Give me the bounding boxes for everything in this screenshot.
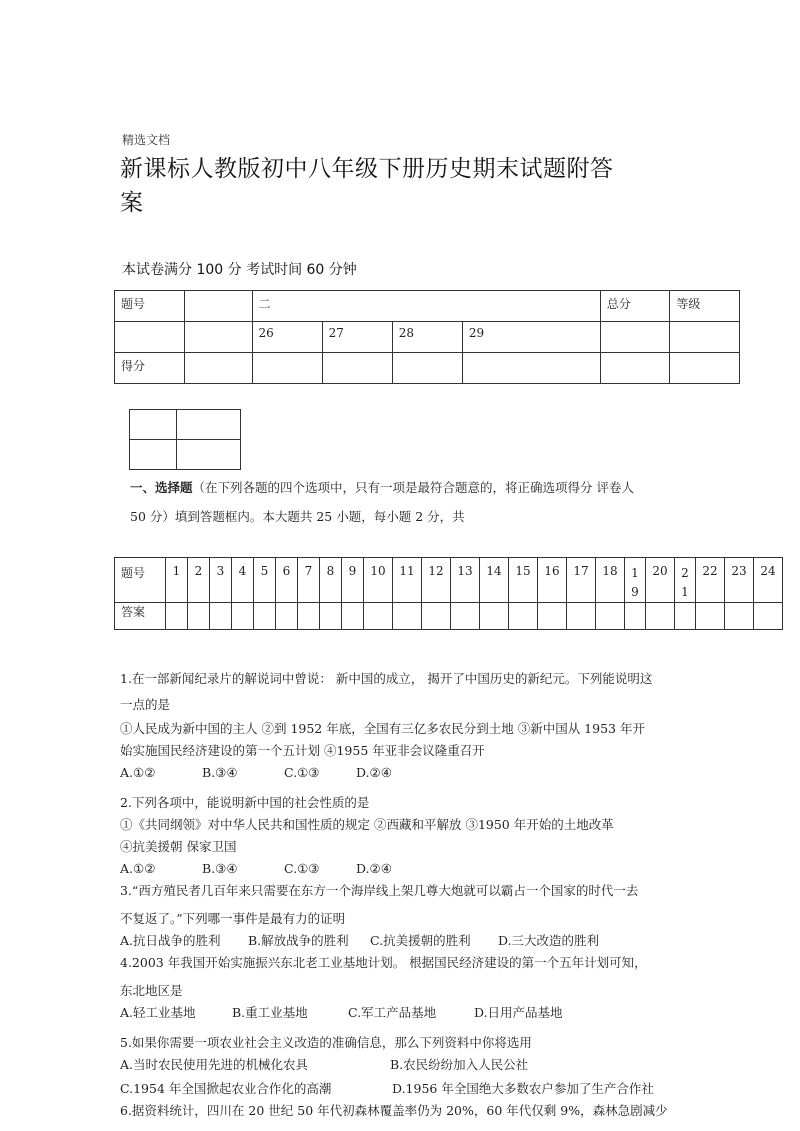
option[interactable]: C.抗美援朝的胜利 — [370, 933, 471, 948]
question-number: 4 — [232, 558, 254, 603]
question-2-line-3: ④抗美援朝 保家卫国 — [120, 839, 237, 854]
answer-cell[interactable] — [342, 603, 364, 630]
question-number: 17 — [567, 558, 596, 603]
answer-cell[interactable] — [625, 603, 646, 630]
section-instructions: （在下列各题的四个选项中，只有一项是最符合题意的，将正确选项得分 评卷人 — [192, 480, 634, 495]
answer-cell[interactable] — [298, 603, 320, 630]
score-table — [114, 290, 740, 384]
score-cell[interactable] — [322, 353, 392, 384]
question-number: 24 — [754, 558, 783, 603]
answer-cell[interactable] — [509, 603, 538, 630]
option[interactable]: D.②④ — [356, 861, 392, 876]
question-1-line-4: 始实施国民经济建设的第一个五计划 ④1955 年亚非会议隆重召开 — [120, 743, 485, 758]
score-cell: 总分 — [600, 291, 670, 322]
score-cell[interactable] — [184, 353, 252, 384]
answer-cell[interactable] — [422, 603, 451, 630]
score-cell — [115, 322, 185, 353]
option[interactable]: D.②④ — [356, 765, 392, 780]
score-cell: 26 — [252, 322, 322, 353]
question-2-options — [120, 858, 392, 880]
score-cell — [184, 322, 252, 353]
question-number: 13 — [451, 558, 480, 603]
answer-row-label: 答案 — [115, 603, 166, 630]
option[interactable]: A.①② — [120, 765, 156, 780]
score-cell: 等级 — [670, 291, 740, 322]
answer-cell[interactable] — [725, 603, 754, 630]
exam-info: 本试卷满分 100 分 考试时间 60 分钟 — [122, 262, 357, 278]
score-table-row — [115, 322, 740, 353]
question-number: 9 — [342, 558, 364, 603]
answer-cell[interactable] — [364, 603, 393, 630]
question-number — [625, 558, 646, 603]
document-title — [120, 152, 680, 220]
option[interactable]: B.③④ — [202, 861, 238, 876]
score-cell: 28 — [392, 322, 462, 353]
answer-table-row-numbers — [115, 558, 783, 603]
score-cell — [670, 322, 740, 353]
question-number-19-top: 1 — [631, 566, 639, 580]
grader-cell[interactable] — [130, 410, 177, 440]
score-cell: 29 — [462, 322, 600, 353]
question-4-line-2: 东北地区是 — [120, 983, 183, 998]
answer-cell[interactable] — [675, 603, 696, 630]
question-number-21-bottom: 1 — [681, 585, 689, 599]
question-number: 20 — [646, 558, 675, 603]
question-1-line-1: 1.在一部新闻纪录片的解说词中曾说： 新中国的成立， 揭开了中国历史的新纪元。下列能说明这 — [120, 671, 653, 686]
section-instructions-line-2: 50 分）填到答题框内。本大题共 25 小题，每小题 2 分，共 — [130, 509, 465, 524]
score-cell: 得分 — [115, 353, 185, 384]
question-5-options-row-1 — [120, 1054, 528, 1076]
question-number: 15 — [509, 558, 538, 603]
question-number: 6 — [276, 558, 298, 603]
question-1-options — [120, 762, 392, 784]
answer-cell[interactable] — [480, 603, 509, 630]
answer-cell[interactable] — [254, 603, 276, 630]
option[interactable]: D.三大改造的胜利 — [498, 933, 600, 948]
question-1-line-2: 一点的是 — [120, 697, 171, 712]
question-1-line-3: ①人民成为新中国的主人 ②到 1952 年底，全国有三亿多农民分到土地 ③新中国从 1953 年开 — [120, 721, 645, 736]
option[interactable]: A.当时农民使用先进的机械化农具 — [120, 1057, 309, 1072]
question-4-line-1: 4.2003 年我国开始实施振兴东北老工业基地计划。 根据国民经济建设的第一个五年计划可知， — [120, 955, 647, 970]
score-cell — [600, 322, 670, 353]
title-line-1: 新课标人教版初中八年级下册历史期末试题附答 — [120, 156, 614, 182]
option[interactable]: C.①③ — [284, 861, 320, 876]
question-number: 23 — [725, 558, 754, 603]
question-number: 22 — [696, 558, 725, 603]
question-number: 16 — [538, 558, 567, 603]
question-3-options — [120, 930, 599, 952]
question-5-line-1: 5.如果你需要一项农业社会主义改造的准确信息，那么下列资料中你将选用 — [120, 1035, 532, 1050]
answer-cell[interactable] — [276, 603, 298, 630]
question-number: 1 — [166, 558, 188, 603]
answer-cell[interactable] — [166, 603, 188, 630]
option[interactable]: A.轻工业基地 — [120, 1005, 196, 1020]
question-number: 10 — [364, 558, 393, 603]
grader-box — [129, 409, 241, 470]
question-number: 11 — [393, 558, 422, 603]
section-heading: 一、选择题 — [130, 480, 193, 495]
option[interactable]: B.农民纷纷加入人民公社 — [390, 1057, 529, 1072]
title-line-2: 案 — [120, 190, 144, 216]
question-number — [675, 558, 696, 603]
answer-cell[interactable] — [646, 603, 675, 630]
score-cell: 二 — [252, 291, 600, 322]
section-title — [130, 478, 690, 498]
answer-cell[interactable] — [596, 603, 625, 630]
question-2-line-1: 2.下列各项中，能说明新中国的社会性质的是 — [120, 795, 370, 810]
answer-cell[interactable] — [567, 603, 596, 630]
answer-table-row-answers — [115, 603, 783, 630]
question-number: 14 — [480, 558, 509, 603]
grader-cell[interactable] — [130, 440, 177, 470]
option[interactable]: C.1954 年全国掀起农业合作化的高潮 — [120, 1081, 332, 1096]
option[interactable]: D.1956 年全国绝大多数农户参加了生产合作社 — [392, 1081, 654, 1096]
answer-cell[interactable] — [754, 603, 783, 630]
question-3-line-1: 3.“西方殖民者几百年来只需要在东方一个海岸线上架几尊大炮就可以霸占一个国家的时代一去 — [120, 883, 639, 898]
score-cell[interactable] — [252, 353, 322, 384]
question-number-19-bottom: 9 — [631, 585, 639, 599]
question-4-options — [120, 1002, 563, 1024]
answer-cell[interactable] — [188, 603, 210, 630]
question-6-line-1: 6.据资料统计，四川在 20 世纪 50 年代初森林覆盖率仍为 20%，60 年代仅剩 9%，森林急剧减少 — [120, 1103, 668, 1118]
score-cell[interactable] — [600, 353, 670, 384]
score-table-row — [115, 291, 740, 322]
answer-row-label: 题号 — [115, 558, 166, 603]
answer-cell[interactable] — [696, 603, 725, 630]
option[interactable]: A.抗日战争的胜利 — [120, 933, 221, 948]
grader-cell[interactable] — [177, 440, 241, 470]
option[interactable]: A.①② — [120, 861, 156, 876]
option[interactable]: B.解放战争的胜利 — [248, 933, 349, 948]
option[interactable]: B.重工业基地 — [232, 1005, 308, 1020]
option[interactable]: C.①③ — [284, 765, 320, 780]
score-cell: 题号 — [115, 291, 185, 322]
answer-cell[interactable] — [393, 603, 422, 630]
question-number: 18 — [596, 558, 625, 603]
answer-cell[interactable] — [451, 603, 480, 630]
question-5-options-row-2 — [120, 1078, 654, 1100]
answer-cell[interactable] — [538, 603, 567, 630]
question-number: 3 — [210, 558, 232, 603]
answer-cell[interactable] — [232, 603, 254, 630]
score-cell: 27 — [322, 322, 392, 353]
question-2-line-2: ①《共同纲领》对中华人民共和国性质的规定 ②西藏和平解放 ③1950 年开始的土地改革 — [120, 817, 614, 832]
grader-cell[interactable] — [177, 410, 241, 440]
question-number: 5 — [254, 558, 276, 603]
option[interactable]: C.军工产品基地 — [348, 1005, 437, 1020]
question-number: 8 — [320, 558, 342, 603]
option[interactable]: D.日用产品基地 — [474, 1005, 563, 1020]
score-cell[interactable] — [392, 353, 462, 384]
answer-cell[interactable] — [320, 603, 342, 630]
header-tag: 精选文档 — [122, 133, 171, 147]
score-table-row — [115, 353, 740, 384]
question-number: 7 — [298, 558, 320, 603]
question-number-21-top: 2 — [681, 566, 689, 580]
option[interactable]: B.③④ — [202, 765, 238, 780]
question-number: 2 — [188, 558, 210, 603]
question-3-line-2: 不复返了。”下列哪一事件是最有力的证明 — [120, 911, 346, 926]
score-cell[interactable] — [670, 353, 740, 384]
score-cell — [184, 291, 252, 322]
score-cell[interactable] — [462, 353, 600, 384]
answer-cell[interactable] — [210, 603, 232, 630]
answer-table — [114, 557, 783, 630]
question-number: 12 — [422, 558, 451, 603]
